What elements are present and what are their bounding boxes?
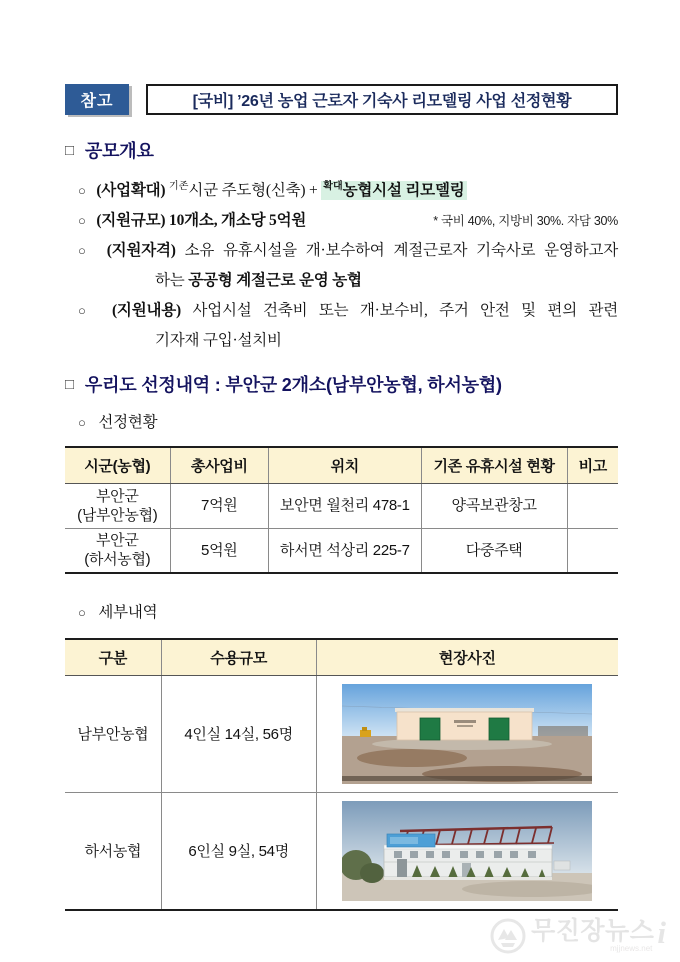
sub-bullet-status-label: 선정현황 xyxy=(98,414,158,432)
cell-capacity: 4인실 14실, 56명 xyxy=(161,675,316,792)
cell-site-photo xyxy=(316,675,618,792)
sub-bullet-detail-label: 세부내역 xyxy=(98,604,158,622)
square-bullet-icon: □ xyxy=(65,141,74,159)
table-row xyxy=(65,792,618,910)
highlight-label: 농협시설 리모델링 xyxy=(342,182,465,200)
bullet-label: (지원규모) xyxy=(96,212,166,230)
bullet-support-content-line2 xyxy=(155,330,618,352)
cell-note xyxy=(567,528,618,573)
table-row xyxy=(65,675,618,792)
table-row xyxy=(65,483,618,528)
sup-expand: 확대 xyxy=(323,181,343,192)
warehouse-site-photo xyxy=(342,684,592,784)
reference-badge: 참고 xyxy=(65,84,129,115)
circle-bullet-icon: ○ xyxy=(78,415,86,431)
building-site-photo xyxy=(342,801,592,901)
table-header-row xyxy=(65,639,618,675)
bullet-label: (사업확대) xyxy=(96,182,166,200)
section-heading-overview-label: 공모개요 xyxy=(84,141,154,161)
funding-ratio-note: * 국비 40%, 지방비 30%. 자담 30% xyxy=(433,214,618,229)
cell-sigun xyxy=(65,528,170,573)
section-heading-overview xyxy=(65,137,618,163)
bullet-text: 하는 xyxy=(155,272,185,290)
sup-existing: 기존 xyxy=(169,181,189,192)
sigun-name: 부안군 xyxy=(95,532,139,550)
col-header-cost: 총사업비 xyxy=(170,447,268,483)
detail-table xyxy=(65,638,618,911)
selection-status-table xyxy=(65,446,618,574)
circle-bullet-icon: ○ xyxy=(78,213,86,229)
circle-bullet-icon: ○ xyxy=(78,243,91,259)
bullet-label: (지원자격) xyxy=(106,242,176,260)
bullet-text-bold: 10개소, 개소당 5억원 xyxy=(169,212,307,230)
col-header-category: 구분 xyxy=(65,639,161,675)
sigun-name: 부안군 xyxy=(95,487,139,505)
col-header-sigun: 시군(농협) xyxy=(65,447,170,483)
bullet-text: 시군 주도형(신축) + xyxy=(188,182,318,200)
nonghyup-name: (하서농협) xyxy=(84,551,151,569)
watermark-title: 무진장뉴스 xyxy=(531,917,655,945)
cell-facility: 양곡보관창고 xyxy=(421,483,567,528)
cell-sigun xyxy=(65,483,170,528)
col-header-photo: 현장사진 xyxy=(316,639,618,675)
bullet-business-expansion xyxy=(78,176,618,202)
circle-bullet-icon: ○ xyxy=(78,605,86,621)
section-heading-selection-label: 우리도 선정내역 : 부안군 2개소(남부안농협, 하서농협) xyxy=(84,375,502,396)
col-header-location: 위치 xyxy=(268,447,421,483)
bullet-support-content-line1 xyxy=(78,300,618,322)
overview-bullets xyxy=(78,176,618,352)
circle-bullet-icon: ○ xyxy=(78,183,86,199)
cell-cost: 5억원 xyxy=(170,528,268,573)
cell-capacity: 6인실 9실, 54명 xyxy=(161,792,316,910)
cell-note xyxy=(567,483,618,528)
square-bullet-icon: □ xyxy=(65,375,74,393)
nonghyup-name: (남부안농협) xyxy=(77,506,158,524)
cell-site-photo xyxy=(316,792,618,910)
table-row xyxy=(65,528,618,573)
cell-location: 하서면 석상리 225-7 xyxy=(268,528,421,573)
bullet-main xyxy=(78,210,306,232)
highlighted-text xyxy=(321,181,466,200)
bullet-support-scale xyxy=(78,210,618,232)
document-title: [국비] ’26년 농업 근로자 기숙사 리모델링 사업 선정현황 xyxy=(146,84,618,115)
watermark-url: mjjnews.net xyxy=(610,944,653,953)
section-heading-selection xyxy=(65,371,618,397)
table-header-row xyxy=(65,447,618,483)
bullet-eligibility-line1 xyxy=(78,240,618,262)
sub-bullet-detail xyxy=(78,602,618,624)
col-header-note: 비고 xyxy=(567,447,618,483)
cell-location: 보안면 월천리 478-1 xyxy=(268,483,421,528)
bullet-text: 소유 유휴시설을 개·보수하여 계절근로자 기숙사로 운영하고자 xyxy=(184,242,618,260)
cell-name: 하서농협 xyxy=(84,843,142,861)
sub-bullet-status xyxy=(78,412,618,434)
bullet-text-bold: 공공형 계절근로 운영 농협 xyxy=(188,272,362,290)
bullet-text: 기자재 구입·설치비 xyxy=(155,332,282,350)
mountain-logo-icon xyxy=(490,918,526,954)
bullet-text: 사업시설 건축비 또는 개·보수비, 주거 안전 및 편의 관련 xyxy=(192,302,619,320)
cell-name: 남부안농협 xyxy=(65,675,161,792)
bullet-label: (지원내용) xyxy=(111,302,181,320)
document-header xyxy=(65,84,618,115)
circle-bullet-icon: ○ xyxy=(78,303,94,319)
watermark-i-mark: i xyxy=(657,915,666,950)
news-watermark xyxy=(490,915,666,954)
col-header-facility: 기존 유휴시설 현황 xyxy=(421,447,567,483)
col-header-capacity: 수용규모 xyxy=(161,639,316,675)
bullet-eligibility-line2 xyxy=(155,270,618,292)
cell-cost: 7억원 xyxy=(170,483,268,528)
cell-facility: 다중주택 xyxy=(421,528,567,573)
watermark-text-stack xyxy=(531,919,654,953)
